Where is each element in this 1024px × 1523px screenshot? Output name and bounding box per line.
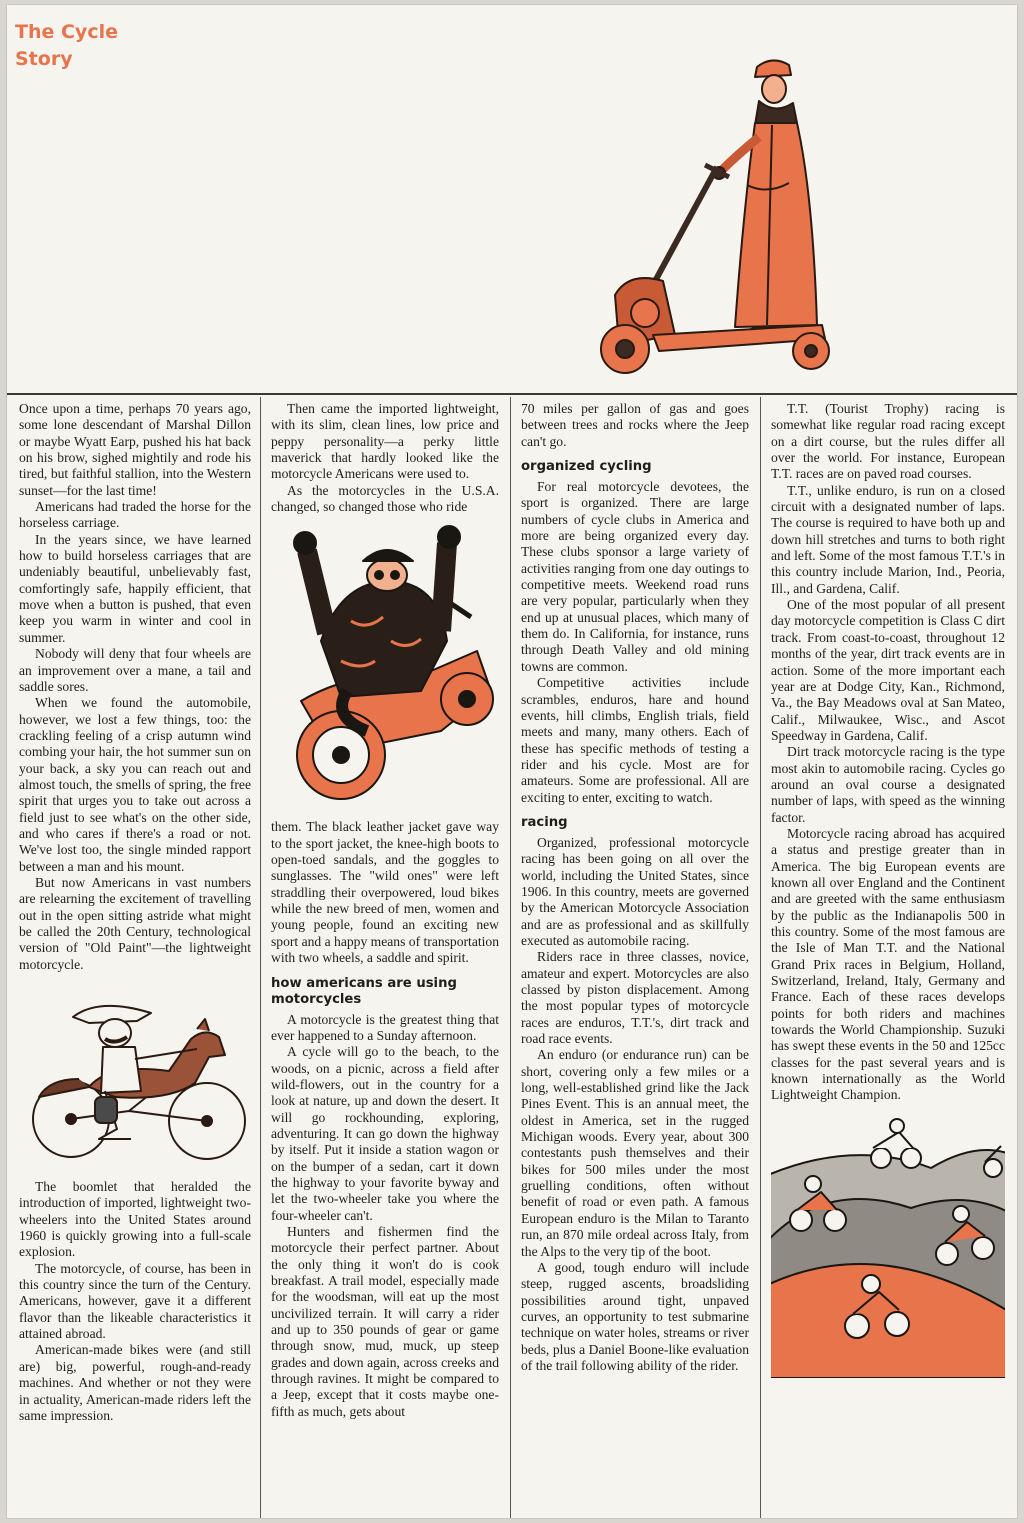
paragraph: But now Americans in vast numbers are relearning the excitement of travelling out in the open sitting astride what might be called the 20th Century, technological version of "Old Paint"—the lightweight motorcycle. [19, 874, 251, 972]
paragraph: Then came the imported lightweight, with its slim, clean lines, low price and peppy personality—a perky little maverick that hardly looked like the motorcycle Americans were used to. [271, 401, 499, 482]
column-rule [510, 397, 511, 1518]
article-column-4 [771, 401, 1005, 1506]
article-column-3 [521, 401, 749, 1506]
article-title [15, 19, 118, 73]
paragraph: American-made bikes were (and still are) big, powerful, rough-and-ready machines. And whether or not they were in actuality, American-made riders left the same impression. [19, 1342, 251, 1423]
section-heading: how americans are using motorcycles [271, 975, 457, 1007]
title-line-2: Story [15, 48, 73, 70]
section-divider [7, 393, 1018, 395]
paragraph: When we found the automobile, however, we lost a few things, too: the crackling feeling of a crisp autumn wind combing your hair, the hot summer sun on your back, a sky you can reach out and almost touch, the smells of spring, the free spirit that urges you to take out across a field just to see what's on the other side, and who cares if there's a road or not. We've lost too, the single minded rapport between a man and his mount. [19, 695, 251, 874]
leather-jacket-motorcyclist-illustration [271, 521, 499, 811]
section-heading: organized cycling [521, 459, 652, 475]
paragraph: The boomlet that heralded the introduction of imported, lightweight two-wheelers into the United States around 1960 is quickly growing into a full-scale explosion. [19, 1179, 251, 1260]
magazine-page [6, 4, 1018, 1519]
paragraph: T.T. (Tourist Trophy) racing is somewhat like regular road racing except on a dirt course, but the rules differ all over the world. For instance, European T.T. races are on paved road courses. [771, 401, 1005, 482]
paragraph: Americans had traded the horse for the horseless carriage. [19, 499, 251, 531]
cowboy-riding-horse-bicycle-illustration [19, 979, 251, 1169]
paragraph: 70 miles per gallon of gas and goes between trees and rocks where the Jeep can't go. [521, 401, 749, 449]
paragraph: An enduro (or endurance run) can be short, covering only a few miles or a long, well-established grind like the Jack Pines Event. This is an annual meet, the oldest in America, set in the rugged Michigan woods. Every year, about 300 contestants push themselves and their bikes for 500 miles under the most gruelling conditions, often without benefit of road or even path. A famous European enduro is the Milan to Taranto run, an 870 mile ordeal across Italy, from the Alps to the very tip of the boot. [521, 1047, 749, 1259]
paragraph: Riders race in three classes, novice, amateur and expert. Motorcycles are also classed by piston displacement. Among the most popular types of motorcycle races are enduros, T.T.'s, dirt track and road race events. [521, 949, 749, 1047]
paragraph: In the years since, we have learned how to build horseless carriages that are undeniably beautiful, unbelievably fast, comfortingly safe, happily efficient, that move when a button is pushed, that even keep you warm in winter and cool in summer. [19, 531, 251, 645]
paragraph: A motorcycle is the greatest thing that ever happened to a Sunday afternoon. [271, 1011, 499, 1043]
paragraph: them. The black leather jacket gave way to the sport jacket, the knee-high boots to open-toed sandals, and the goggles to sunglasses. The "wild ones" were left straddling their overpowered, loud bikes while the new breed of men, women and young people, found an exciting new sport and a happy means of transportation with two wheels, a saddle and spirit. [271, 819, 499, 966]
section-heading: racing [521, 814, 568, 830]
paragraph: A cycle will go to the beach, to the woods, on a picnic, across a field after wild-flowers, out in the country for a look at nature, up and down the desert. It will go rockhounding, exploring, adventuring. It can go down the highway by itself. Put it inside a station wagon or on the bumper of a sedan, cart it down the highway to your favorite byway and let the two-wheeler take you where the four-wheeler can't. [271, 1044, 499, 1223]
paragraph: Nobody will deny that four wheels are an improvement over a mane, a tail and saddle sores. [19, 646, 251, 694]
woman-on-motor-scooter-illustration [567, 45, 857, 390]
motorcycle-racers-on-hills-illustration [771, 1118, 1005, 1378]
paragraph: For real motorcycle devotees, the sport is organized. There are large numbers of cycle clubs in America and more are being organized every day. These clubs sponsor a large variety of activities ranging from one day outings to competitive meets. Weekend road runs are very popular, particularly when they end up at unusual places, which many of them do. In California, for instance, runs through Death Valley and old mining towns are common. [521, 479, 749, 674]
article-column-1 [19, 401, 251, 1506]
paragraph: A good, tough enduro will include steep, rugged ascents, broadsliding possibilities around tight, unpaved curves, an opportunity to test submarine technique on water holes, streams or river beds, plus a Daniel Boone-like evaluation of the trail following ability of the rider. [521, 1259, 749, 1373]
article-column-2 [271, 401, 499, 1506]
paragraph: Dirt track motorcycle racing is the type most akin to automobile racing. Cycles go around an oval course a designated number of laps, with speed as the winning factor. [771, 744, 1005, 825]
paragraph: Competitive activities include scrambles, enduros, hare and hound events, hill climbs, English trials, field meets and many, many others. Each of these has specific methods of testing a rider and his cycle. Most are for amateurs. Some are professional. All are exciting to enter, exciting to watch. [521, 675, 749, 805]
column-rule [760, 397, 761, 1518]
paragraph: The motorcycle, of course, has been in this country since the turn of the Century. Americans, however, gave it a different flavor than the likeable characteristics it attained abroad. [19, 1260, 251, 1342]
paragraph: One of the most popular of all present day motorcycle competition is Class C dirt track. From coast-to-coast, throughout 12 months of the year, dirt track events are in action. Some of the more important each year are at Dodge City, Kan., Richmond, Va., the Bay Meadows oval at San Mateo, Calif., Milwaukee, Wisc., and Ascot Speedway in Gardena, Calif. [771, 597, 1005, 743]
paragraph: Once upon a time, perhaps 70 years ago, some lone descendant of Marshal Dillon or maybe Wyatt Earp, pushed his hat back on his brow, sighed mightily and rode his tired, but faithful stallion, into the Western sunset—for the last time! [19, 401, 251, 498]
column-rule [260, 397, 261, 1518]
paragraph: Motorcycle racing abroad has acquired a status and prestige greater than in America. The big European events are known all over England and the Continent and are greeted with the same enthusiasm by the public as the Indianapolis 500 in this country. Some of the most famous are the Isle of Man T.T. and the National Grand Prix races in Belgium, Holland, Switzerland, Ireland, Italy, Germany and France. Each of these races develops points for both riders and machines towards the World Championship. Suzuki has swept these events in the 50 and 125cc classes for the past several years and is known internationally as the World Lightweight Champion. [771, 825, 1005, 1103]
paragraph: Hunters and fishermen find the motorcycle their perfect partner. About the only thing it won't do is cook breakfast. A trail model, especially made for the woodsman, will eat up the most uncivilized terrain. It will carry a rider and up to 350 pounds of gear or game through snow, mud, muck, up steep grades and down again, across creeks and through ravines. It might be compared to a Jeep, except that it costs maybe one-fifth as much, gets about [271, 1223, 499, 1419]
paragraph: T.T., unlike enduro, is run on a closed circuit with a designated number of laps. The course is required to have both up and down hill stretches and turns to both right and left. Some of the most famous T.T.'s in this country include Marion, Ind., Peoria, Ill., and Gardena, Calif. [771, 482, 1005, 596]
paragraph: As the motorcycles in the U.S.A. changed, so changed those who ride [271, 482, 499, 515]
paragraph: Organized, professional motorcycle racing has been going on all over the world, including the United States, since 1906. In this country, meets are governed by the American Motorcycle Association and are as professional and as skillfully executed as automobile racing. [521, 834, 749, 948]
title-line-1: The Cycle [15, 21, 118, 43]
